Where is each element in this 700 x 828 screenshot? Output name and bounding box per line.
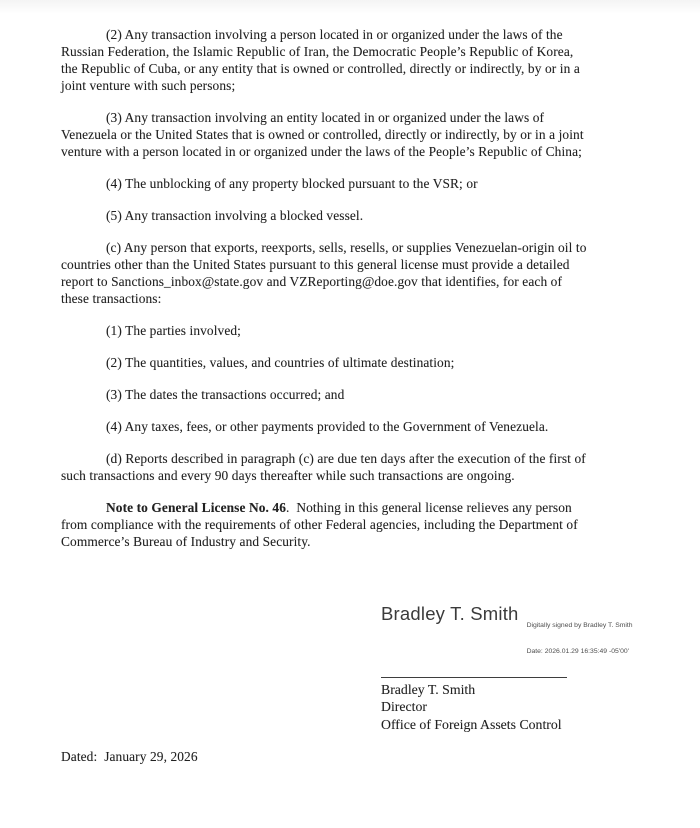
- paragraph-3: [61, 109, 645, 160]
- signature-rule: [381, 677, 567, 678]
- signature-block: [381, 602, 645, 733]
- dated-line: Dated: January 29, 2026: [61, 749, 198, 765]
- text-line: (3) The dates the transactions occurred; and: [106, 387, 345, 402]
- text-line: (1) The parties involved;: [106, 323, 242, 338]
- paragraph-2: [61, 26, 645, 94]
- text-line: (2) The quantities, values, and countries of ultimate destination;: [106, 355, 455, 370]
- text-line: Commerce’s Bureau of Industry and Security.: [61, 534, 311, 549]
- paragraph-c1: [61, 322, 645, 339]
- note-paragraph: [61, 499, 645, 550]
- text-line: such transactions and every 90 days thereafter while such transactions are ongoing.: [61, 468, 515, 483]
- paragraph-5: [61, 207, 645, 224]
- text-line: report to Sanctions_inbox@state.gov and VZReporting@doe.gov that identifies, for each of: [61, 274, 563, 289]
- digital-signature-details: [527, 605, 633, 674]
- text-line: [61, 499, 645, 516]
- text-line: venture with a person located in or organized under the laws of the People’s Republic of China;: [61, 144, 582, 159]
- paragraph-4: [61, 175, 645, 192]
- paragraph-c2: [61, 354, 645, 371]
- text-line: Russian Federation, the Islamic Republic of Iran, the Democratic People’s Republic of Korea,: [61, 44, 574, 59]
- text-line: these transactions:: [61, 291, 162, 306]
- signatory-title: Director: [381, 699, 427, 715]
- text-line: Venezuela or the United States that is owned or controlled, directly or indirectly, by or in a joint: [61, 127, 584, 142]
- paragraph-c3: [61, 386, 645, 403]
- digital-signature-date: Date: 2026.01.29 16:35:49 -05'00': [526, 647, 629, 655]
- digital-signature-name: Bradley T. Smith: [381, 603, 519, 624]
- text-line: (5) Any transaction involving a blocked vessel.: [106, 208, 364, 223]
- digital-signature: [381, 602, 645, 674]
- text-line: (d) Reports described in paragraph (c) are due ten days after the execution of the first of: [106, 451, 586, 466]
- text-line: (4) The unblocking of any property blocked pursuant to the VSR; or: [106, 176, 478, 191]
- signatory-office: Office of Foreign Assets Control: [381, 716, 562, 732]
- text-line: (4) Any taxes, fees, or other payments provided to the Government of Venezuela.: [106, 419, 549, 434]
- paragraph-c4: [61, 418, 645, 435]
- paragraph-d: [61, 450, 645, 484]
- paragraph-c: [61, 239, 645, 307]
- text-line: the Republic of Cuba, or any entity that is owned or controlled, directly or indirectly, by or in a: [61, 61, 580, 76]
- signatory-name: Bradley T. Smith: [381, 681, 476, 697]
- text-line: (3) Any transaction involving an entity located in or organized under the laws of: [106, 110, 545, 125]
- digital-signature-signed-by: Digitally signed by Bradley T. Smith: [526, 622, 633, 630]
- text-line: (2) Any transaction involving a person located in or organized under the laws of the: [106, 27, 563, 42]
- text-line: joint venture with such persons;: [61, 78, 236, 93]
- text-line: (c) Any person that exports, reexports, sells, resells, or supplies Venezuelan-origin oil to: [106, 240, 587, 255]
- text-line: countries other than the United States pursuant to this general license must provide a detailed: [61, 257, 570, 272]
- text-line: from compliance with the requirements of other Federal agencies, including the Department of: [61, 517, 578, 532]
- note-heading: Note to General License No. 46: [106, 500, 287, 515]
- note-text: . Nothing in this general license relieves any person: [286, 500, 572, 515]
